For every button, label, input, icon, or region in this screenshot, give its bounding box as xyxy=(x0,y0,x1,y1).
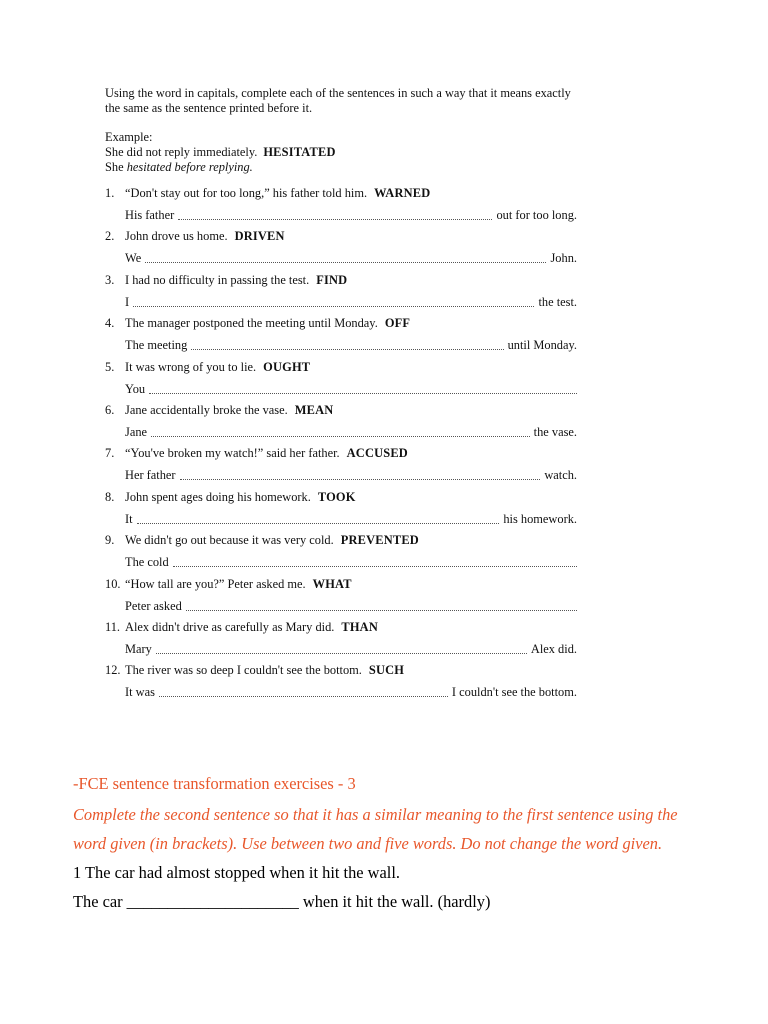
item-keyword: DRIVEN xyxy=(234,229,285,244)
exercise-answer-line xyxy=(125,208,577,223)
section-3 xyxy=(73,774,693,921)
exercise-item xyxy=(105,490,577,533)
exercise-question xyxy=(105,577,577,592)
answer-start: The cold xyxy=(125,555,169,570)
exercise-question xyxy=(105,533,577,548)
exercise-answer-line xyxy=(125,685,577,700)
exercise-answer-line xyxy=(125,555,577,570)
answer-blank xyxy=(173,565,577,567)
answer-end: until Monday. xyxy=(507,338,577,353)
item-keyword: OUGHT xyxy=(263,359,311,374)
item-keyword: THAN xyxy=(341,619,378,634)
answer-blank xyxy=(186,609,577,611)
answer-blank xyxy=(149,392,577,394)
exercise-item xyxy=(105,577,577,620)
item-sentence: We didn't go out because it was very cold. xyxy=(125,533,334,548)
answer-end: Alex did. xyxy=(530,641,577,656)
answer-blank xyxy=(156,652,527,654)
item-sentence: The river was so deep I couldn't see the bottom. xyxy=(125,663,362,678)
exercise-question xyxy=(105,229,577,244)
answer-start: I xyxy=(125,294,130,309)
exercise-list xyxy=(105,186,577,707)
item-keyword: OFF xyxy=(384,316,411,331)
answer-end: his homework. xyxy=(503,511,577,526)
item-keyword: FIND xyxy=(316,272,348,287)
item-number: 4. xyxy=(105,316,115,331)
exercise-item xyxy=(105,229,577,272)
exercise-answer-line xyxy=(125,251,577,266)
answer-blank xyxy=(191,348,503,350)
answer-end: out for too long. xyxy=(496,208,577,222)
exercise-item xyxy=(105,186,577,229)
answer-start: Mary xyxy=(125,641,152,656)
answer-start: Her father xyxy=(125,468,176,483)
exercise-answer-line xyxy=(125,382,577,397)
answer-end: I couldn't see the bottom. xyxy=(451,685,577,700)
item-number: 11. xyxy=(105,619,121,634)
exercise-answer-line xyxy=(125,295,577,310)
scanned-worksheet xyxy=(105,86,577,707)
answer-blank xyxy=(145,261,546,263)
item-keyword: SUCH xyxy=(368,663,405,678)
exercise-item xyxy=(105,316,577,359)
answer-end: John. xyxy=(550,251,577,266)
item-keyword: WARNED xyxy=(374,186,431,200)
answer-blank xyxy=(133,305,534,307)
answer-end: the vase. xyxy=(533,424,577,439)
answer-start: You xyxy=(125,381,146,396)
answer-start: Jane xyxy=(125,424,148,439)
item-sentence: Alex didn't drive as carefully as Mary did. xyxy=(125,619,335,634)
item-number: 6. xyxy=(105,402,115,417)
item-number: 12. xyxy=(105,663,121,678)
answer-start: Peter asked xyxy=(125,598,182,613)
answer-start: It xyxy=(125,511,133,526)
exercise-question xyxy=(105,186,577,201)
item-sentence: I had no difficulty in passing the test. xyxy=(125,272,310,287)
answer-blank xyxy=(159,695,448,697)
item-number: 7. xyxy=(105,446,115,461)
item-number: 10. xyxy=(105,576,121,591)
section-instruction-line2: word given (in brackets). Use between two and five words. Do not change the word given. xyxy=(73,834,663,853)
exercise-answer-line xyxy=(125,512,577,527)
exercise-item xyxy=(105,446,577,489)
example-answer: hesitated before replying. xyxy=(126,160,253,174)
section-answer: The car _____________________ when it hit the wall. (hardly) xyxy=(73,892,491,911)
exercise-question xyxy=(105,273,577,288)
item-number: 5. xyxy=(105,359,115,374)
item-keyword: ACCUSED xyxy=(346,446,408,461)
answer-start: The meeting xyxy=(125,338,188,353)
answer-end: watch. xyxy=(544,468,577,483)
exercise-item xyxy=(105,620,577,663)
exercise-item xyxy=(105,273,577,316)
exercise-item xyxy=(105,403,577,446)
exercise-question xyxy=(105,360,577,375)
exercise-item xyxy=(105,533,577,576)
item-keyword: MEAN xyxy=(294,402,334,417)
item-number: 1. xyxy=(105,186,115,200)
exercise-question xyxy=(105,316,577,331)
answer-blank xyxy=(180,478,541,480)
exercise-item xyxy=(105,360,577,403)
exercise-question xyxy=(105,620,577,635)
item-number: 8. xyxy=(105,489,115,504)
instructions: Using the word in capitals, complete each of the sentences in such a way that it means exactly the same as the sentence printed before it. xyxy=(105,86,571,115)
item-keyword: PREVENTED xyxy=(340,533,419,548)
example-sentence-line xyxy=(105,145,577,160)
answer-start: It was xyxy=(125,685,155,700)
item-keyword: WHAT xyxy=(312,576,352,591)
example-heading: Example: xyxy=(105,130,153,144)
section-question: 1 The car had almost stopped when it hit the wall. xyxy=(73,863,400,882)
answer-blank xyxy=(178,218,492,220)
item-number: 2. xyxy=(105,229,115,244)
exercise-question xyxy=(105,403,577,418)
item-keyword: TOOK xyxy=(317,489,356,504)
exercise-question xyxy=(105,446,577,461)
exercise-question xyxy=(105,490,577,505)
exercise-item xyxy=(105,663,577,706)
answer-blank xyxy=(137,522,500,524)
example-answer-line xyxy=(105,160,577,175)
item-sentence: John drove us home. xyxy=(125,229,228,244)
exercise-answer-line xyxy=(125,599,577,614)
item-sentence: Jane accidentally broke the vase. xyxy=(125,402,288,417)
item-sentence: It was wrong of you to lie. xyxy=(125,359,257,374)
example-keyword: HESITATED xyxy=(263,145,336,159)
answer-start: We xyxy=(125,251,142,266)
item-sentence: John spent ages doing his homework. xyxy=(125,489,311,504)
example-answer-prefix: She xyxy=(105,160,124,174)
exercise-question xyxy=(105,663,577,678)
item-sentence: The manager postponed the meeting until Monday. xyxy=(125,316,378,331)
exercise-answer-line xyxy=(125,338,577,353)
item-sentence: “Don't stay out for too long,” his father told him. xyxy=(125,186,368,200)
exercise-answer-line xyxy=(125,642,577,657)
item-number: 3. xyxy=(105,272,115,287)
example-sentence: She did not reply immediately. xyxy=(105,145,258,159)
answer-blank xyxy=(151,435,530,437)
item-sentence: “How tall are you?” Peter asked me. xyxy=(125,576,306,591)
exercise-answer-line xyxy=(125,425,577,440)
answer-start: His father xyxy=(125,208,175,222)
section-title: -FCE sentence transformation exercises - 3 xyxy=(73,774,356,793)
item-sentence: “You've broken my watch!” said her father. xyxy=(125,446,340,461)
section-instruction-line1: Complete the second sentence so that it has a similar meaning to the first sentence using the xyxy=(73,805,678,824)
item-number: 9. xyxy=(105,533,115,548)
exercise-answer-line xyxy=(125,468,577,483)
answer-end: the test. xyxy=(538,294,577,309)
